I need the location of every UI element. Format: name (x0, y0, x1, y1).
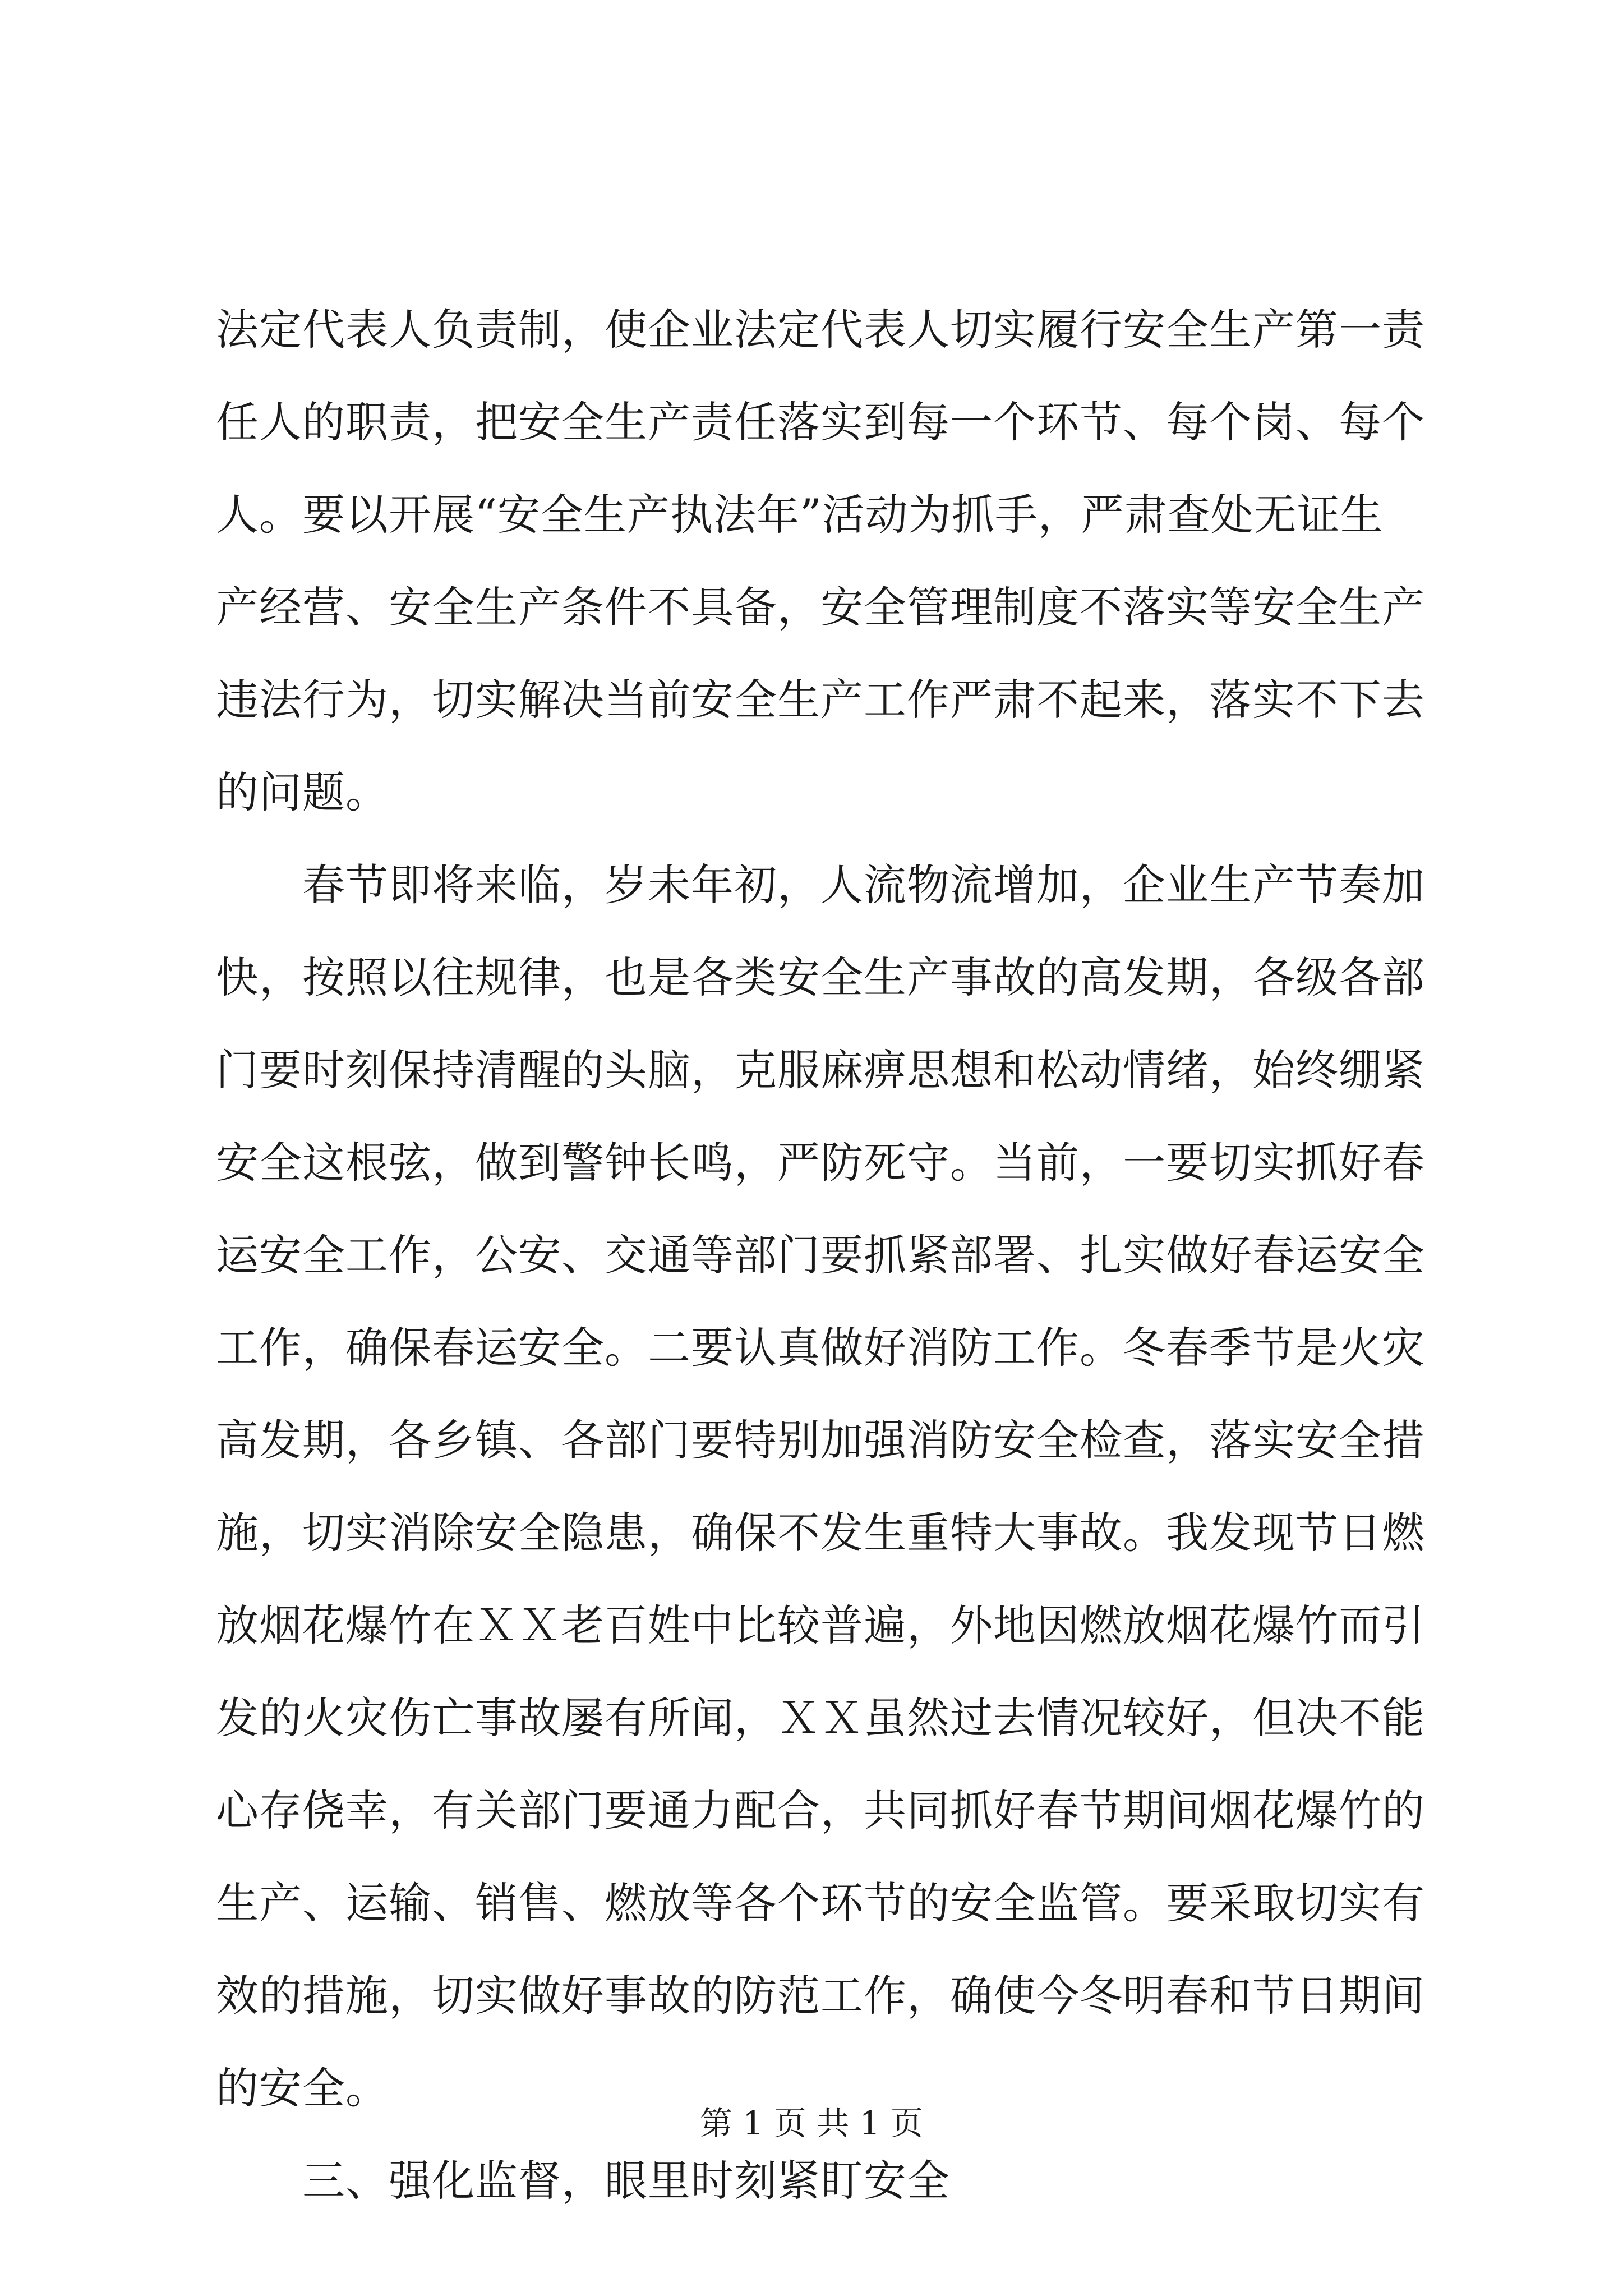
text-line: 产经营、安全生产条件不具备，安全管理制度不落实等安全生产 (216, 582, 1425, 632)
text-line: 快，按照以往规律，也是各类安全生产事故的高发期，各级各部 (216, 953, 1425, 1002)
text-line: 高发期，各乡镇、各部门要特别加强消防安全检查，落实安全措 (216, 1415, 1425, 1465)
section-heading: 三、强化监督，眼里时刻紧盯安全 (216, 2156, 950, 2206)
text-line: 的问题。 (216, 767, 389, 817)
text-line: 任人的职责，把安全生产责任落实到每一个环节、每个岗、每个 (216, 397, 1425, 447)
text-line: 人。要以开展“安全生产执法年”活动为抓手，严肃查处无证生 (216, 490, 1384, 540)
text-line: 施，切实消除安全隐患，确保不发生重特大事故。我发现节日燃 (216, 1508, 1425, 1558)
text-line: 工作，确保春运安全。二要认真做好消防工作。冬春季节是火灾 (216, 1323, 1425, 1373)
text-line: 的安全。 (216, 2063, 389, 2113)
text-line: 运安全工作，公安、交通等部门要抓紧部署、扎实做好春运安全 (216, 1230, 1425, 1280)
document-body (216, 283, 1427, 2227)
text-line: 安全这根弦，做到警钟长鸣，严防死守。当前，一要切实抓好春 (216, 1138, 1425, 1188)
text-line: 生产、运输、销售、燃放等各个环节的安全监管。要采取切实有 (216, 1878, 1425, 1928)
text-line: 效的措施，切实做好事故的防范工作，确使今冬明春和节日期间 (216, 1971, 1425, 2021)
text-line: 门要时刻保持清醒的头脑，克服麻痹思想和松动情绪，始终绷紧 (216, 1045, 1425, 1095)
text-line: 春节即将来临，岁未年初，人流物流增加，企业生产节奏加 (216, 860, 1425, 910)
text-line: 法定代表人负责制，使企业法定代表人切实履行安全生产第一责 (216, 305, 1425, 355)
page-footer: 第 1 页 共 1 页 (700, 2104, 923, 2142)
text-line: 心存侥幸，有关部门要通力配合，共同抓好春节期间烟花爆竹的 (216, 1786, 1425, 1835)
text-line: 放烟花爆竹在ＸＸ老百姓中比较普遍，外地因燃放烟花爆竹而引 (216, 1600, 1425, 1650)
text-line: 违法行为，切实解决当前安全生产工作严肃不起来，落实不下去 (216, 675, 1425, 725)
text-line: 发的火灾伤亡事故屡有所闻，ＸＸ虽然过去情况较好，但决不能 (216, 1693, 1425, 1743)
